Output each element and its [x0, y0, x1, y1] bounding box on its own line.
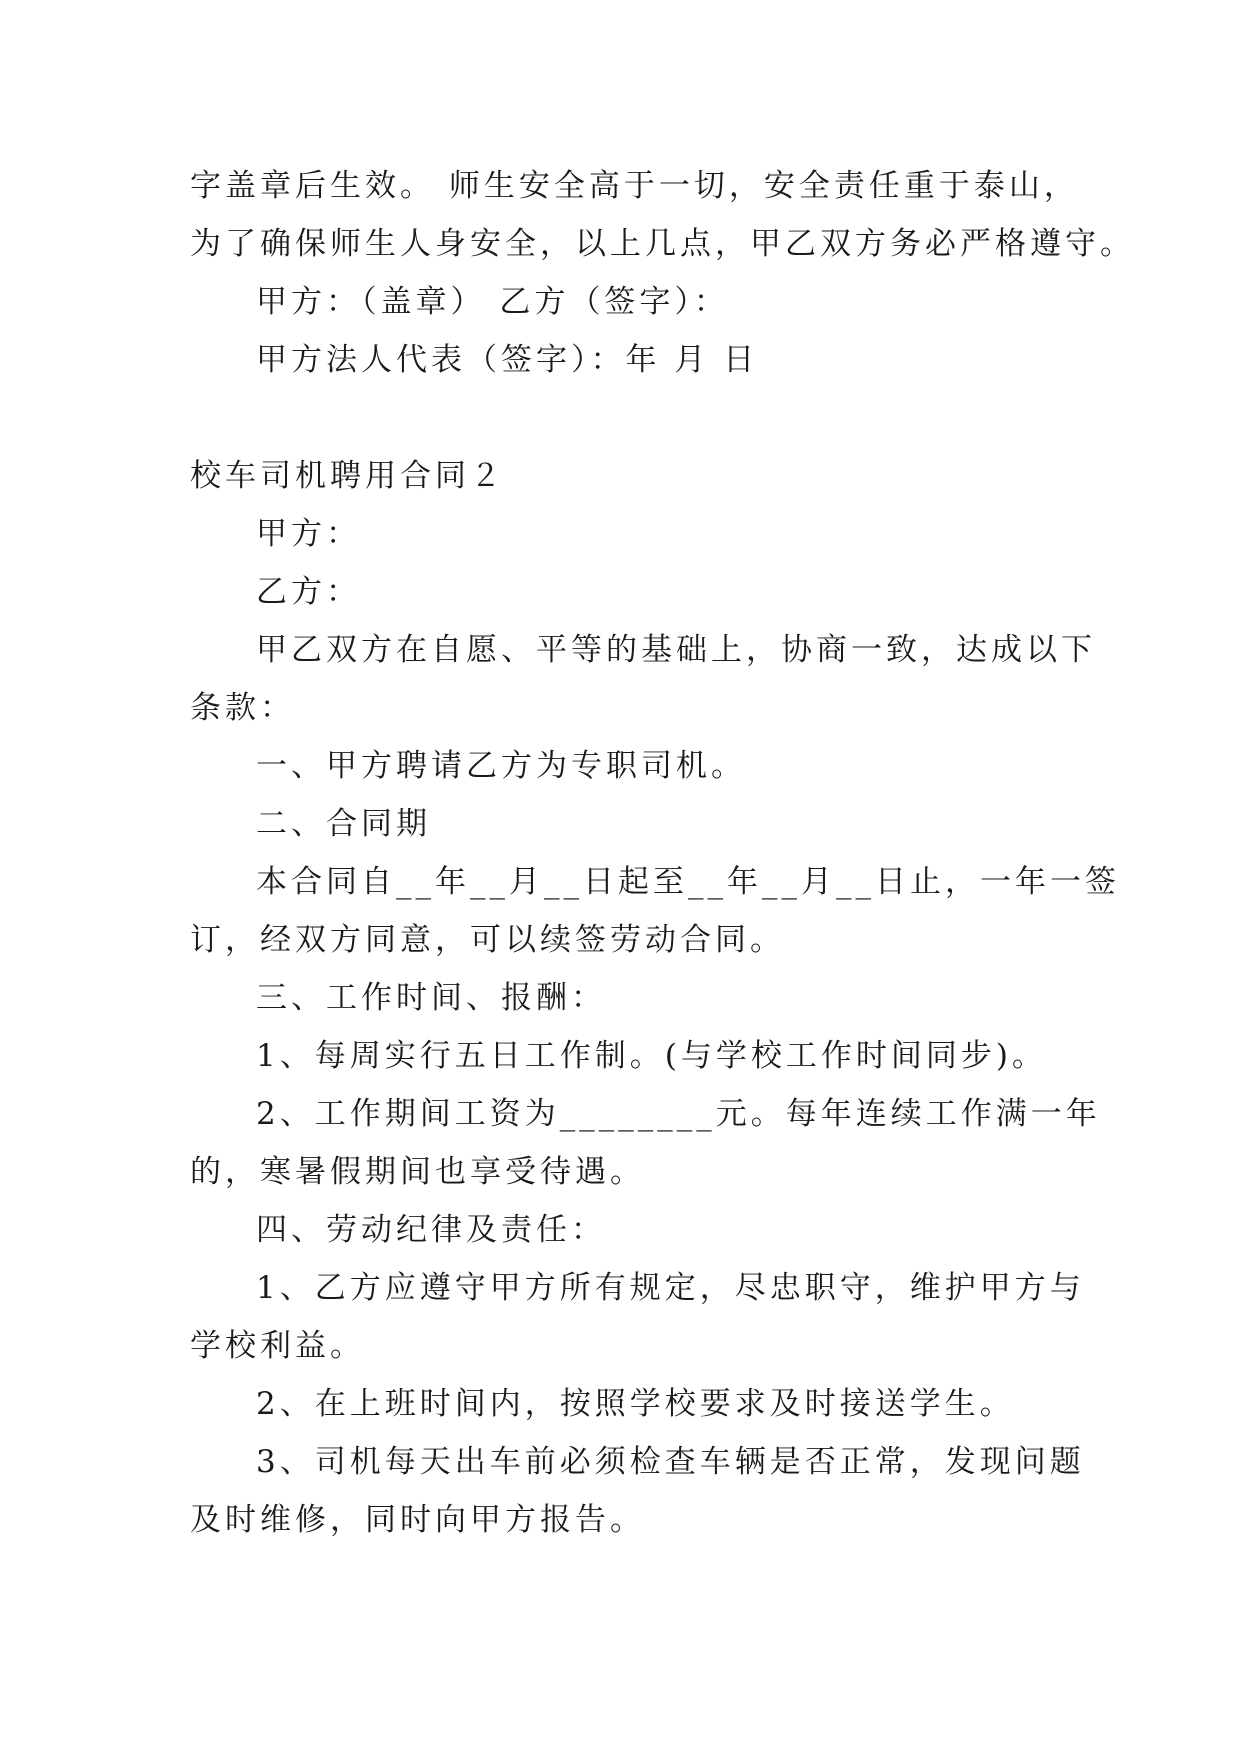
text-line: 的，寒暑假期间也享受待遇。: [190, 1154, 645, 1190]
clause-item: 2、在上班时间内，按照学校要求及时接送学生。: [256, 1386, 1015, 1422]
clause-item: 2、工作期间工资为________元。每年连续工作满一年: [256, 1096, 1101, 1132]
party-a-line: 甲方：: [256, 516, 361, 552]
text-line: 本合同自__年__月__日起至__年__月__日止，一年一签: [256, 864, 1120, 900]
clause-heading: 一、甲方聘请乙方为专职司机。: [256, 748, 746, 784]
signature-date-line: 甲方法人代表（签字）：年 月 日: [256, 342, 759, 378]
clause-heading: 二、合同期: [256, 806, 431, 842]
text-line: 及时维修，同时向甲方报告。: [190, 1502, 645, 1538]
text-line: 为了确保师生人身安全，以上几点，甲乙双方务必严格遵守。: [190, 226, 1135, 262]
clause-heading: 三、工作时间、报酬：: [256, 980, 606, 1016]
signature-line: 甲方：（盖章） 乙方（签字）：: [256, 284, 729, 320]
text-line: 订，经双方同意，可以续签劳动合同。: [190, 922, 785, 958]
party-b-line: 乙方：: [256, 574, 361, 610]
section-title: 校车司机聘用合同２: [190, 458, 505, 494]
text-line: 学校利益。: [190, 1328, 365, 1364]
text-line: 甲乙双方在自愿、平等的基础上，协商一致，达成以下: [256, 632, 1096, 668]
clause-item: 1、乙方应遵守甲方所有规定，尽忠职守，维护甲方与: [256, 1270, 1085, 1306]
text-line: 字盖章后生效。 师生安全高于一切，安全责任重于泰山，: [190, 168, 1079, 204]
clause-item: 1、每周实行五日工作制。(与学校工作时间同步)。: [256, 1038, 1047, 1074]
clause-item: 3、司机每天出车前必须检查车辆是否正常，发现问题: [256, 1444, 1085, 1480]
clause-heading: 四、劳动纪律及责任：: [256, 1212, 606, 1248]
text-line: 条款：: [190, 690, 295, 726]
